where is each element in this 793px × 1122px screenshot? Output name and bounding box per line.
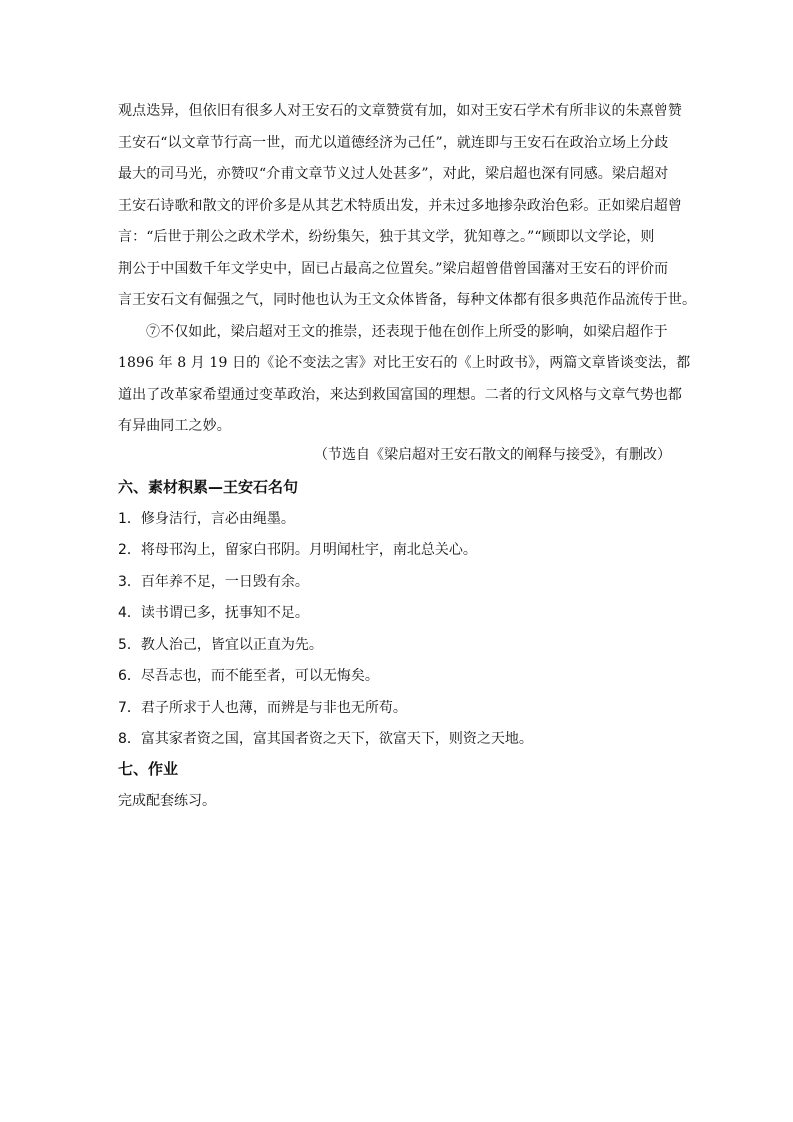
section-6-title: 六、素材积累—王安石名句 — [118, 478, 299, 496]
article-line: 观点迭异，但依旧有很多人对王安石的文章赞赏有加，如对王安石学术有所非议的朱熹曾赞 — [118, 103, 682, 119]
article-line: 道出了改革家希望通过变革政治，来达到救国富国的理想。二者的行文风格与文章气势也都 — [118, 387, 682, 403]
list-item: 4．读书谓已多，抚事知不足。 — [118, 605, 309, 621]
list-item: 3．百年养不足，一日毁有余。 — [118, 574, 309, 590]
list-item: 7．君子所求于人也薄，而辨是与非也无所苟。 — [118, 700, 407, 716]
list-item: 1．修身洁行，言必由绳墨。 — [118, 511, 295, 527]
article-line: 荆公于中国数千年文学史中，固已占最高之位置矣。”梁启超曾借曾国藩对王安石的评价而 — [118, 261, 669, 277]
article-line: 有异曲同工之妙。 — [118, 418, 231, 434]
list-item: 5．教人治己，皆宜以正直为先。 — [118, 637, 323, 653]
article-line: 最大的司马光，亦赞叹“介甫文章节义过人处甚多”，对此，梁启超也深有同感。梁启超对 — [118, 166, 669, 182]
article-line: 言王安石文有倔强之气，同时他也认为王文众体皆备，每种文体都有很多典范作品流传于世。 — [118, 292, 697, 308]
list-item: 2．将母邗沟上，留家白邗阴。月明闻杜宇，南北总关心。 — [118, 542, 477, 558]
homework-text: 完成配套练习。 — [118, 793, 216, 809]
article-source: （节选自《梁启超对王安石散文的阐释与接受》，有删改） — [314, 447, 671, 463]
list-item: 8．富其家者资之国，富其国者资之天下，欲富天下，则资之天地。 — [118, 731, 533, 747]
article-line: 王安石诗歌和散文的评价多是从其艺术特质出发，并未过多地掺杂政治色彩。正如梁启超曾 — [118, 198, 682, 214]
article-line: 言：“后世于荆公之政术学术，纷纷集矢，独于其文学，犹知尊之。”“顾即以文学论，则 — [118, 229, 655, 245]
article-line: ⑦不仅如此，梁启超对王文的推崇，还表现于他在创作上所受的影响，如梁启超作于 — [146, 324, 668, 340]
list-item: 6．尽吾志也，而不能至者，可以无悔矣。 — [118, 668, 379, 684]
article-line: 王安石“以文章节行高一世，而尤以道德经济为己任”，就连即与王安石在政治立场上分歧 — [118, 135, 669, 151]
article-line: 1896 年 8 月 19 日的《论不变法之害》对比王安石的《上时政书》，两篇文章皆谈变法，都 — [118, 355, 691, 371]
section-7-title: 七、作业 — [118, 760, 179, 778]
